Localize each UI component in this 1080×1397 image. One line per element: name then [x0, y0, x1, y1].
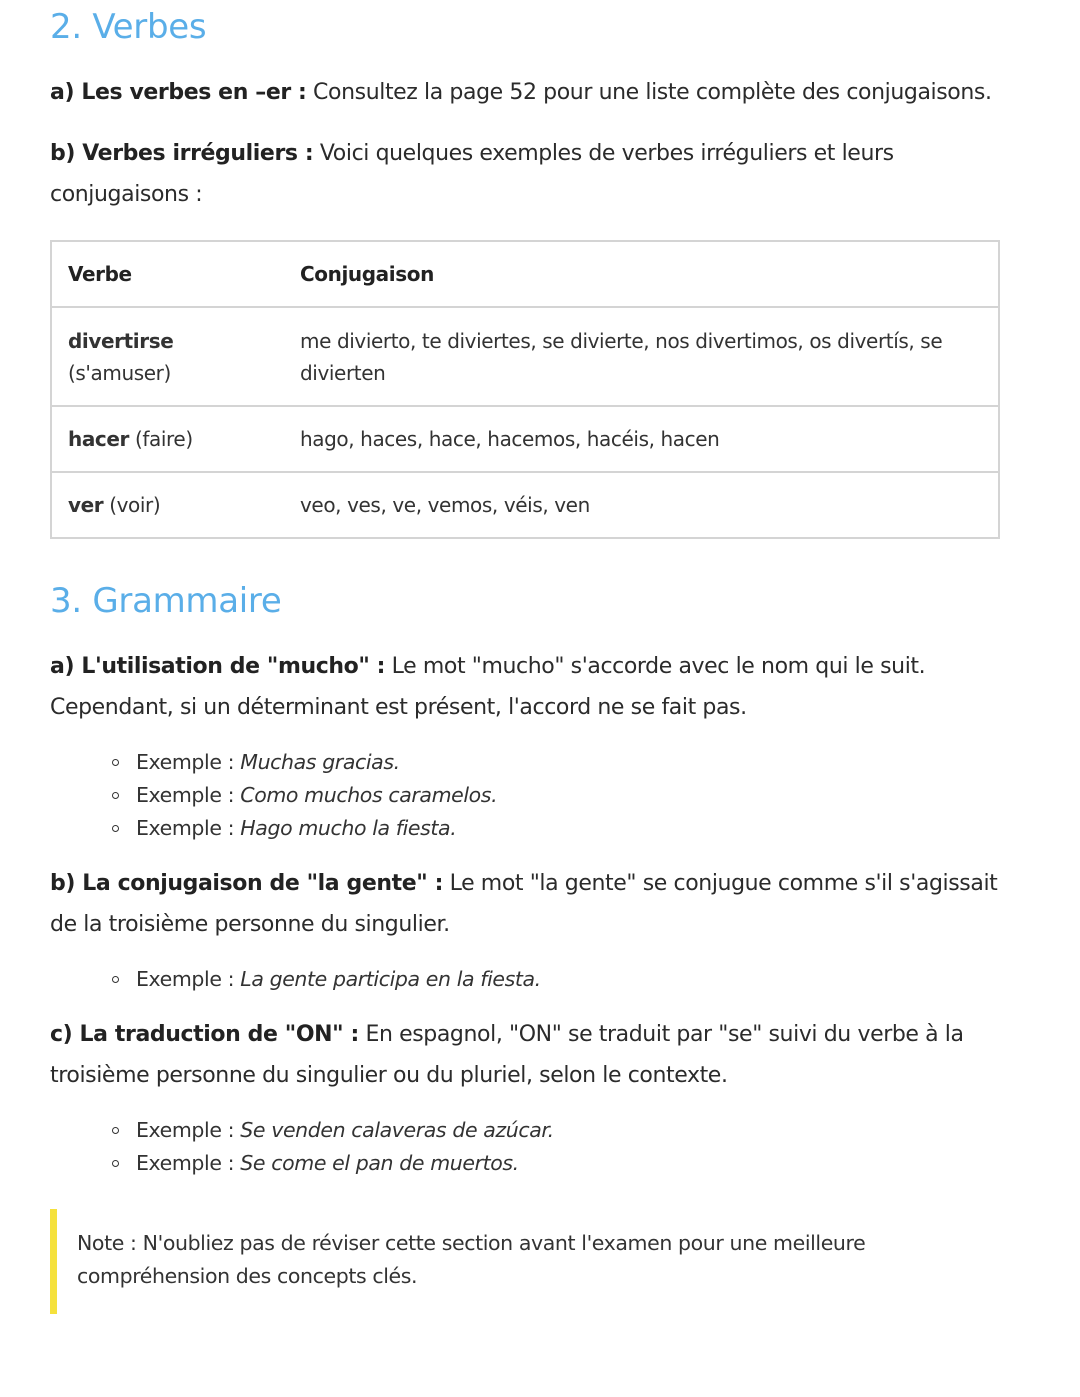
paragraph-label: b) La conjugaison de "la gente" : [50, 871, 443, 896]
conjugation-cell: veo, ves, ve, vemos, véis, ven [284, 472, 999, 538]
section-title-verbes: 2. Verbes [50, 7, 207, 47]
verb-name: ver [68, 493, 104, 517]
note-text: Note : N'oubliez pas de réviser cette section avant l'examen pour une meilleure compréhension des concepts clés. [77, 1231, 866, 1288]
example-item: Exemple : Hago mucho la fiesta. [112, 812, 1000, 845]
table-header-row [51, 241, 999, 307]
paragraph-mucho [50, 646, 1000, 728]
paragraph-text: Consultez la page 52 pour une liste complète des conjugaisons. [306, 80, 992, 105]
column-header-conjugaison: Conjugaison [284, 241, 999, 307]
example-item: Exemple : Se venden calaveras de azúcar. [112, 1114, 1000, 1147]
section-title-grammaire: 3. Grammaire [50, 581, 282, 621]
verb-translation: (s'amuser) [68, 360, 171, 385]
paragraph-text: Le mot "mucho" s'accorde avec le nom qui le suit. Cependant, si un déterminant est présent, l'accord ne se fait pas. [50, 654, 926, 720]
verb-name: divertirse [68, 328, 174, 353]
conjugation-cell: hago, haces, hace, hacemos, hacéis, hacen [284, 406, 999, 472]
conjugation-cell: me divierto, te diviertes, se divierte, nos divertimos, os divertís, se divierten [284, 307, 999, 406]
example-item: Exemple : La gente participa en la fiesta. [112, 963, 1000, 996]
paragraph-text: En espagnol, "ON" se traduit par "se" suivi du verbe à la troisième personne du singulier ou du pluriel, selon le contexte. [50, 1022, 964, 1088]
table-row [51, 307, 999, 406]
paragraph-on [50, 1014, 1000, 1096]
paragraph-text: Le mot "la gente" se conjugue comme s'il s'agissait de la troisième personne du singulier. [50, 871, 998, 937]
circle-bullet-icon [112, 759, 119, 766]
paragraph-la-gente [50, 863, 1000, 945]
note-callout [50, 1209, 1000, 1314]
verb-translation: (faire) [129, 427, 193, 451]
example-text: Como muchos caramelos. [240, 783, 498, 807]
example-text: Muchas gracias. [240, 750, 400, 774]
verb-cell [51, 307, 284, 406]
paragraph-label: c) La traduction de "ON" : [50, 1022, 359, 1047]
circle-bullet-icon [112, 1160, 119, 1167]
example-item: Exemple : Muchas gracias. [112, 746, 1000, 779]
verb-translation: (voir) [103, 493, 161, 517]
examples-list-on [50, 1114, 1000, 1180]
example-item: Exemple : Como muchos caramelos. [112, 779, 1000, 812]
column-header-verbe: Verbe [51, 241, 284, 307]
paragraph-verbes-irreguliers [50, 133, 1000, 215]
examples-list-la-gente [50, 963, 1000, 996]
verb-name: hacer [68, 427, 130, 451]
paragraph-verbes-er [50, 72, 1000, 113]
paragraph-label: a) L'utilisation de "mucho" : [50, 654, 386, 679]
circle-bullet-icon [112, 825, 119, 832]
conjugation-table [50, 240, 1000, 539]
example-item: Exemple : Se come el pan de muertos. [112, 1147, 1000, 1180]
verb-cell [51, 472, 284, 538]
table-row [51, 406, 999, 472]
example-text: La gente participa en la fiesta. [240, 967, 541, 991]
verb-cell [51, 406, 284, 472]
example-text: Hago mucho la fiesta. [240, 816, 457, 840]
paragraph-label: b) Verbes irréguliers : [50, 141, 314, 166]
example-text: Se come el pan de muertos. [240, 1151, 519, 1175]
circle-bullet-icon [112, 1127, 119, 1134]
table-row [51, 472, 999, 538]
example-text: Se venden calaveras de azúcar. [240, 1118, 554, 1142]
paragraph-text: Voici quelques exemples de verbes irréguliers et leurs conjugaisons : [50, 141, 894, 207]
examples-list-mucho [50, 746, 1000, 845]
circle-bullet-icon [112, 976, 119, 983]
document-page [50, 0, 1000, 1314]
circle-bullet-icon [112, 792, 119, 799]
paragraph-label: a) Les verbes en –er : [50, 80, 307, 105]
